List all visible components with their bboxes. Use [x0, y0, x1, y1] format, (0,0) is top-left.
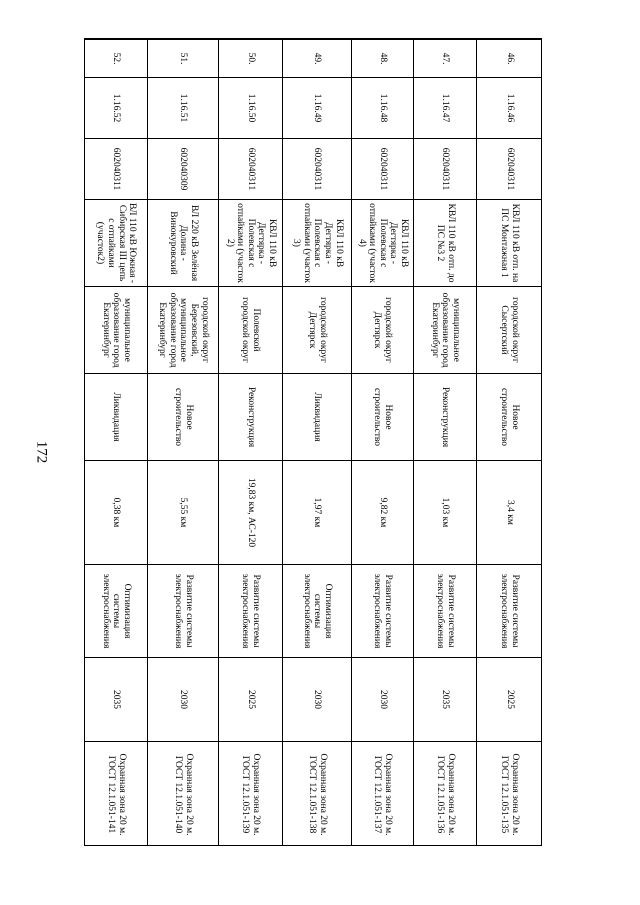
object-name-cell: КВЛ 110 кВ отп. на ПС Монтажная 1	[477, 200, 543, 287]
object-name-cell: ВЛ 110 кВ Южная - Сибирская III цепь с отпайками (участок2)	[85, 200, 148, 287]
length-cell: 1,03 км	[414, 461, 477, 565]
work-type-cell: Реконструкция	[414, 374, 477, 461]
row-number-cell: 48.	[352, 40, 414, 78]
length-cell: 5,55 км	[148, 461, 219, 565]
year-cell: 2035	[85, 658, 148, 742]
object-id-cell: 602040311	[283, 139, 352, 200]
object-code-cell: 1.16.52	[85, 78, 148, 139]
table-row	[352, 40, 414, 847]
protection-zone-cell: Охранная зона 20 м. ГОСТ 12.1.051-137	[352, 742, 414, 847]
location-cell: городской округ Сысертский	[477, 287, 543, 374]
protection-zone-cell: Охранная зона 20 м. ГОСТ 12.1.051-138	[283, 742, 352, 847]
object-code-cell: 1.16.51	[148, 78, 219, 139]
protection-zone-cell: Охранная зона 20 м. ГОСТ 12.1.051-141	[85, 742, 148, 847]
year-cell: 2035	[414, 658, 477, 742]
row-number-cell: 50.	[219, 40, 283, 78]
object-code-cell: 1.16.48	[352, 78, 414, 139]
purpose-cell: Развитие системы электроснабжения	[414, 565, 477, 658]
object-id-cell: 602040311	[414, 139, 477, 200]
row-number-cell: 49.	[283, 40, 352, 78]
protection-zone-cell: Охранная зона 20 м. ГОСТ 12.1.051-140	[148, 742, 219, 847]
work-type-cell: Реконструкция	[219, 374, 283, 461]
row-number-cell: 47.	[414, 40, 477, 78]
protection-zone-cell: Охранная зона 20 м. ГОСТ 12.1.051-136	[414, 742, 477, 847]
object-name-cell: КВЛ 110 кВ отп. до ПС №3 2	[414, 200, 477, 287]
object-id-cell: 602040309	[148, 139, 219, 200]
page-number: 172	[33, 440, 50, 464]
year-cell: 2025	[477, 658, 543, 742]
location-cell: городской округ Дегтярск	[352, 287, 414, 374]
object-code-cell: 1.16.46	[477, 78, 543, 139]
length-cell: 1,97 км	[283, 461, 352, 565]
location-cell: городской округ Дегтярск	[283, 287, 352, 374]
work-type-cell: Новое строительство	[148, 374, 219, 461]
protection-zone-cell: Охранная зона 20 м. ГОСТ 12.1.051-139	[219, 742, 283, 847]
object-id-cell: 602040311	[219, 139, 283, 200]
register-table	[84, 38, 542, 846]
purpose-cell: Развитие системы электроснабжения	[477, 565, 543, 658]
table-row	[477, 40, 543, 847]
length-cell: 19,83 км, АС-120	[219, 461, 283, 565]
row-number-cell: 46.	[477, 40, 543, 78]
length-cell: 9,82 км	[352, 461, 414, 565]
object-id-cell: 602040311	[352, 139, 414, 200]
object-id-cell: 602040311	[85, 139, 148, 200]
table-row	[85, 40, 148, 847]
location-cell: городской округ Березовский, муниципальное образование город Екатеринбург	[148, 287, 219, 374]
purpose-cell: Развитие системы электроснабжения	[148, 565, 219, 658]
purpose-cell: Развитие системы электроснабжения	[219, 565, 283, 658]
object-name-cell: ВЛ 220 кВ Зелёная Долина - Винокуровский	[148, 200, 219, 287]
length-cell: 3,4 км	[477, 461, 543, 565]
purpose-cell: Оптимизация системы электроснабжения	[283, 565, 352, 658]
year-cell: 2030	[148, 658, 219, 742]
purpose-cell: Оптимизация системы электроснабжения	[85, 565, 148, 658]
table-row	[283, 40, 352, 847]
object-name-cell: КВЛ 110 кВ Дегтярка - Полевская с отпайками (участок 2)	[219, 200, 283, 287]
object-id-cell: 602040311	[477, 139, 543, 200]
object-code-cell: 1.16.50	[219, 78, 283, 139]
purpose-cell: Развитие системы электроснабжения	[352, 565, 414, 658]
object-code-cell: 1.16.49	[283, 78, 352, 139]
object-name-cell: КВЛ 110 кВ Дегтярка - Полевская с отпайками (участок 4)	[352, 200, 414, 287]
work-type-cell: Ликвидация	[85, 374, 148, 461]
location-cell: муниципальное образование город Екатеринбург	[85, 287, 148, 374]
work-type-cell: Новое строительство	[477, 374, 543, 461]
row-number-cell: 52.	[85, 40, 148, 78]
table-row	[219, 40, 283, 847]
location-cell: Полевской городской округ	[219, 287, 283, 374]
length-cell: 0,38 км	[85, 461, 148, 565]
table-row	[414, 40, 477, 847]
work-type-cell: Ликвидация	[283, 374, 352, 461]
year-cell: 2030	[352, 658, 414, 742]
protection-zone-cell: Охранная зона 20 м. ГОСТ 12.1.051-135	[477, 742, 543, 847]
year-cell: 2030	[283, 658, 352, 742]
object-code-cell: 1.16.47	[414, 78, 477, 139]
table-row	[148, 40, 219, 847]
object-name-cell: КВЛ 110 кВ Дегтярка - Полевская с отпайками (участок 3)	[283, 200, 352, 287]
year-cell: 2025	[219, 658, 283, 742]
row-number-cell: 51.	[148, 40, 219, 78]
location-cell: муниципальное образование город Екатеринбург	[414, 287, 477, 374]
work-type-cell: Новое строительство	[352, 374, 414, 461]
